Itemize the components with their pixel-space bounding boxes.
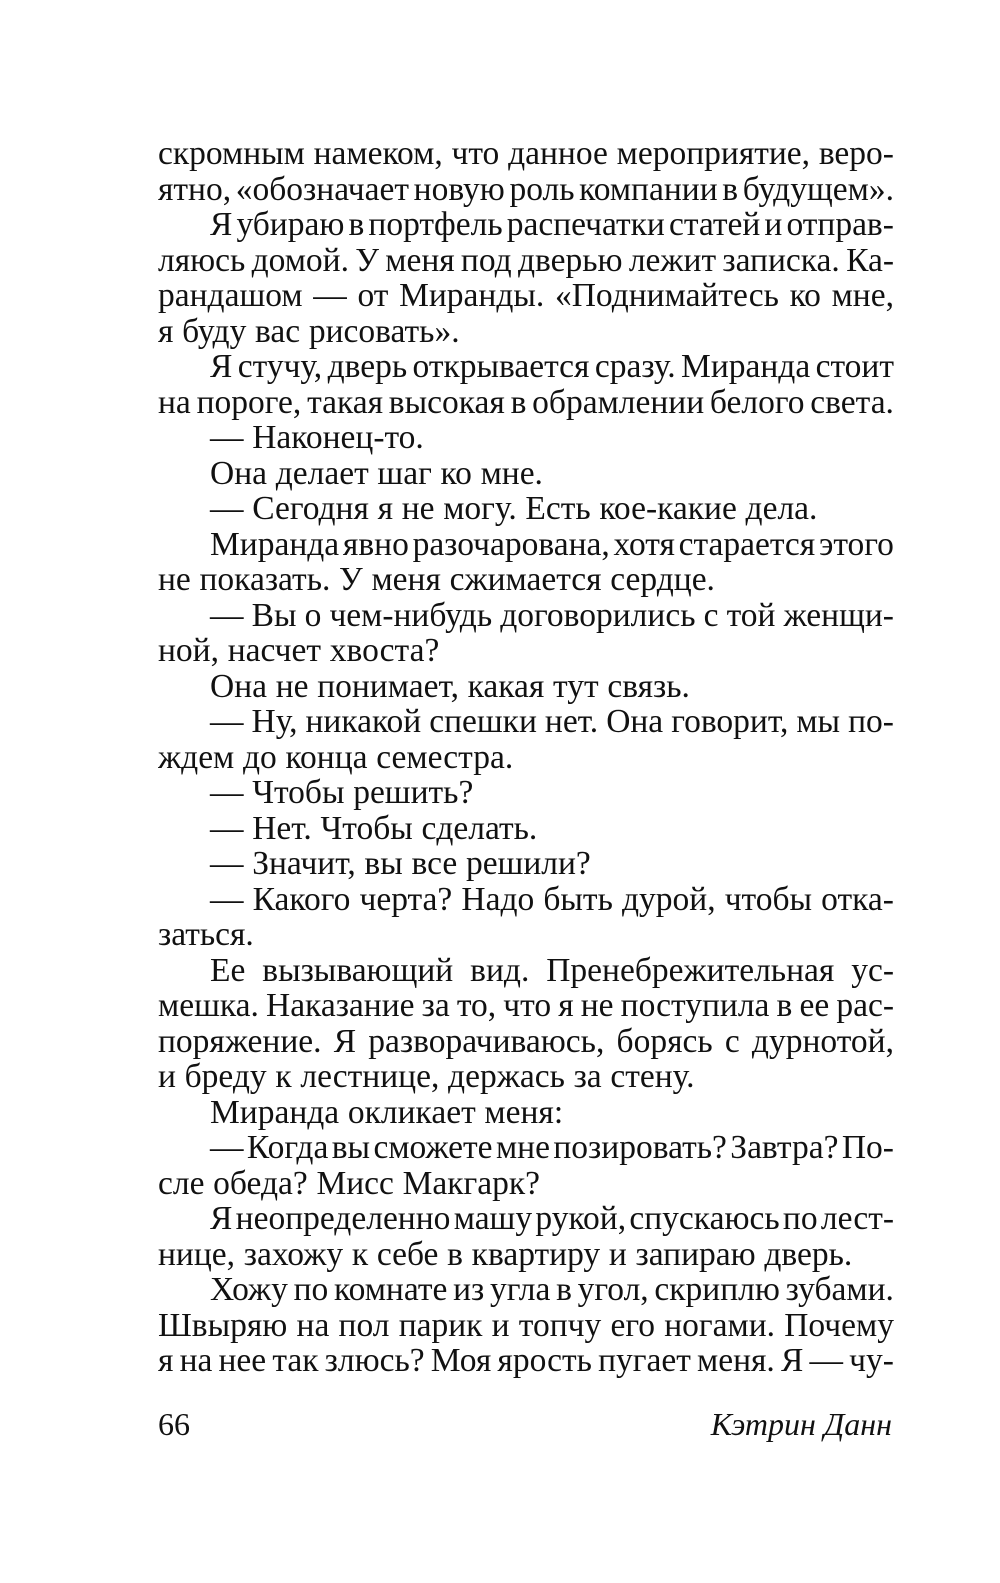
text-line: я буду вас рисовать». (158, 313, 460, 349)
text-line: на пороге, такая высокая в обрамлении белого света. (158, 384, 894, 420)
text-line: — Какого черта? Надо быть дурой, чтобы отка- (210, 881, 894, 917)
page-number: 66 (158, 1406, 190, 1442)
text-line: — Наконец-то. (210, 420, 424, 456)
text-line: — Нет. Чтобы сделать. (210, 810, 538, 846)
text-line: я на нее так злюсь? Моя ярость пугает меня. Я — чу- (158, 1343, 894, 1379)
text-line: скромным намеком, что данное мероприятие, веро- (158, 136, 894, 172)
text-line: Хожу по комнате из угла в угол, скриплю зубами. (210, 1272, 894, 1308)
text-line: Ее вызывающий вид. Пренебрежительная ус- (210, 952, 894, 988)
text-line: заться. (158, 917, 254, 953)
text-line: — Ну, никакой спешки нет. Она говорит, мы по- (210, 704, 894, 740)
text-line: — Сегодня я не могу. Есть кое-какие дела. (210, 491, 818, 527)
text-line: Миранда явно разочарована, хотя старается этого (210, 526, 894, 562)
page-footer (158, 1404, 894, 1444)
text-line: нице, захожу к себе в квартиру и запираю дверь. (158, 1236, 853, 1272)
text-line: ной, насчет хвоста? (158, 633, 440, 669)
text-line: ятно, «обозначает новую роль компании в будущем». (158, 171, 894, 207)
text-line: рандашом — от Миранды. «Поднимайтесь ко мне, (158, 278, 894, 314)
text-line: Она делает шаг ко мне. (210, 455, 543, 491)
text-line: Я убираю в портфель распечатки статей и отправ- (210, 207, 894, 243)
text-line: Я неопределенно машу рукой, спускаюсь по лест- (210, 1201, 894, 1237)
text-line: — Чтобы решить? (210, 775, 474, 811)
text-line: — Когда вы сможете мне позировать? Завтра? По- (210, 1130, 894, 1166)
text-line: ляюсь домой. У меня под дверью лежит записка. Ка- (158, 242, 894, 278)
text-line: — Вы о чем-нибудь договорились с той женщи- (210, 597, 894, 633)
text-line: Я стучу, дверь открывается сразу. Миранда стоит (210, 349, 894, 385)
text-line: Она не понимает, какая тут связь. (210, 668, 690, 704)
running-author: Кэтрин Данн (710, 1406, 892, 1442)
text-line: ждем до конца семестра. (158, 739, 514, 775)
text-line: мешка. Наказание за то, что я не поступила в ее рас- (158, 988, 894, 1024)
text-line: — Значит, вы все решили? (210, 846, 591, 882)
body-text (158, 136, 894, 1379)
text-line: Миранда окликает меня: (210, 1094, 564, 1130)
text-line: поряжение. Я разворачиваюсь, борясь с дурнотой, (158, 1023, 894, 1059)
text-line: сле обеда? Мисс Макгарк? (158, 1165, 541, 1201)
text-line: Швыряю на пол парик и топчу его ногами. Почему (158, 1307, 894, 1343)
text-line: и бреду к лестнице, держась за стену. (158, 1059, 695, 1095)
text-line: не показать. У меня сжимается сердце. (158, 562, 715, 598)
